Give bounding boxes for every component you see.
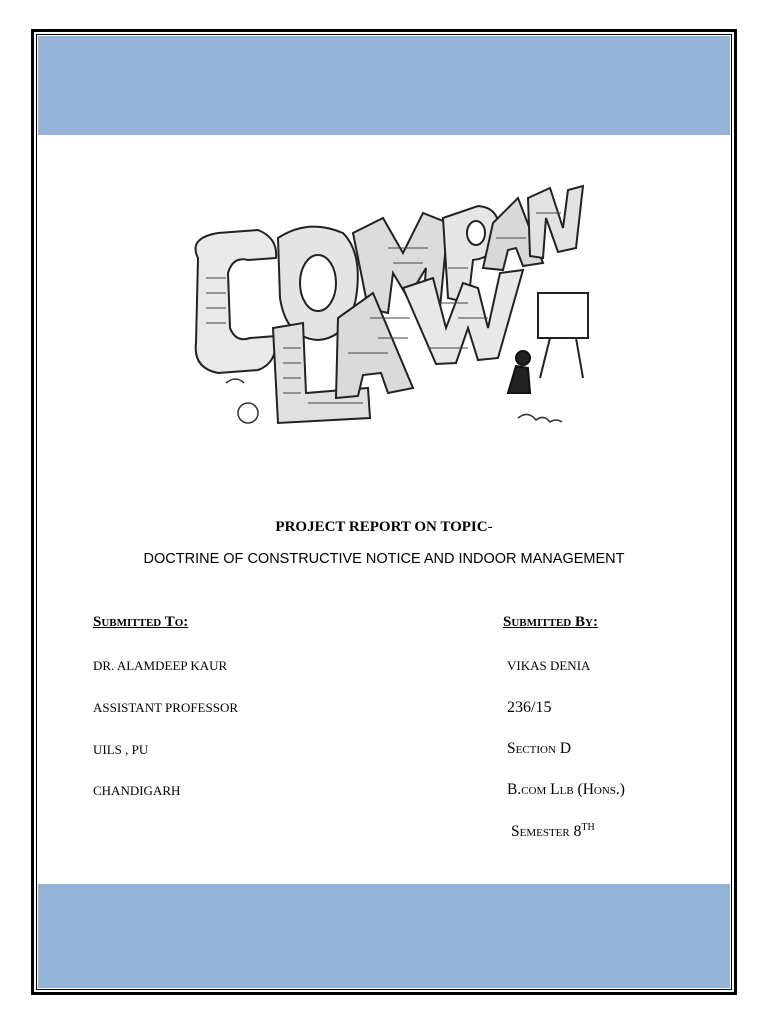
- report-title-text: PROJECT REPORT ON TOPIC: [275, 519, 488, 535]
- submitted-to-heading: Submitted To:: [93, 614, 189, 630]
- submitted-by-heading: Submitted By:: [503, 614, 598, 630]
- page-border: [31, 29, 737, 995]
- report-title-dash: -: [487, 519, 493, 535]
- report-title: [0, 519, 768, 536]
- supervisor-city: CHANDIGARH: [93, 783, 181, 798]
- footer-band: [38, 884, 730, 988]
- semester-suffix: TH: [581, 822, 595, 833]
- student-semester: [511, 822, 595, 841]
- student-section: Section D: [507, 740, 572, 757]
- student-roll-number: 236/15: [507, 699, 552, 716]
- supervisor-institute: UILS , PU: [93, 742, 149, 757]
- report-subtitle: DOCTRINE OF CONSTRUCTIVE NOTICE AND INDOOR MANAGEMENT: [143, 551, 625, 567]
- semester-text: Semester 8: [511, 823, 582, 841]
- header-band: [38, 36, 730, 135]
- company-law-illustration: [178, 178, 593, 443]
- supervisor-title: ASSISTANT PROFESSOR: [93, 700, 239, 715]
- student-course: B.com Llb (Hons.): [507, 781, 625, 798]
- supervisor-name: DR. ALAMDEEP KAUR: [93, 658, 228, 673]
- student-name: VIKAS DENIA: [507, 658, 591, 673]
